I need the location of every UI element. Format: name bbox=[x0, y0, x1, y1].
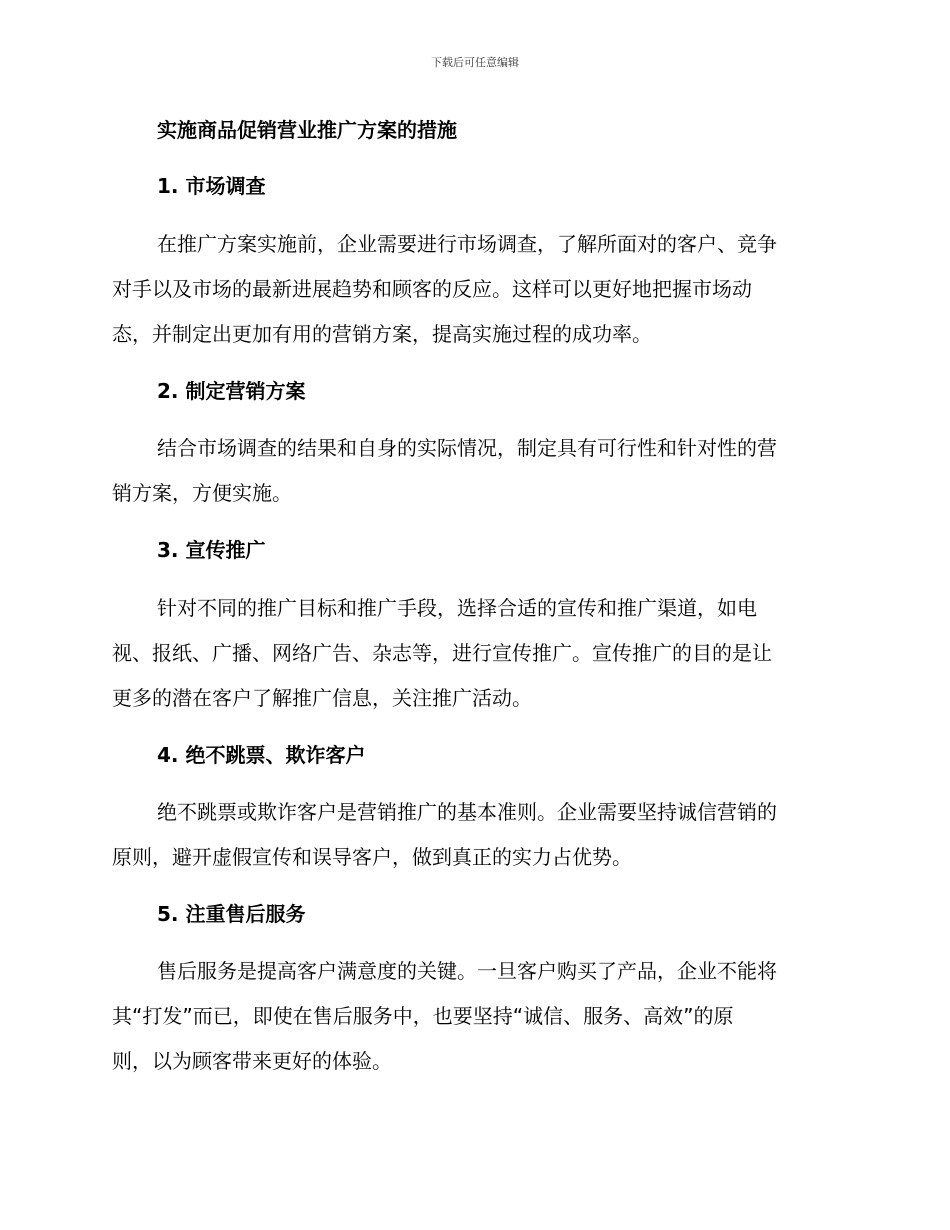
section-heading-4: 4. 绝不跳票、欺诈客户 bbox=[157, 743, 366, 767]
paragraph-2-line-2: 销方案，方便实施。 bbox=[112, 481, 292, 505]
document-title: 实施商品促销营业推广方案的措施 bbox=[157, 118, 457, 142]
paragraph-3-line-2: 视、报纸、广播、网络广告、杂志等，进行宣传推广。宣传推广的目的是让 bbox=[112, 641, 772, 665]
paragraph-1-line-3: 态，并制定出更加有用的营销方案，提高实施过程的成功率。 bbox=[112, 322, 652, 346]
section-heading-3: 3. 宣传推广 bbox=[157, 538, 266, 562]
paragraph-4-line-2: 原则，避开虚假宣传和误导客户，做到真正的实力占优势。 bbox=[112, 845, 632, 869]
paragraph-1-line-1: 在推广方案实施前，企业需要进行市场调查，了解所面对的客户、竞争 bbox=[157, 232, 777, 256]
paragraph-5-line-3: 则，以为顾客带来更好的体验。 bbox=[112, 1049, 392, 1073]
section-heading-2: 2. 制定营销方案 bbox=[157, 379, 306, 403]
section-heading-5: 5. 注重售后服务 bbox=[157, 902, 306, 926]
paragraph-4-line-1: 绝不跳票或欺诈客户是营销推广的基本准则。企业需要坚持诚信营销的 bbox=[157, 800, 777, 824]
paragraph-2-line-1: 结合市场调查的结果和自身的实际情况，制定具有可行性和针对性的营 bbox=[157, 436, 777, 460]
header-note: 下载后可任意编辑 bbox=[431, 56, 519, 69]
paragraph-3-line-3: 更多的潜在客户了解推广信息，关注推广活动。 bbox=[112, 686, 532, 710]
paragraph-5-line-1: 售后服务是提高客户满意度的关键。一旦客户购买了产品，企业不能将 bbox=[157, 959, 777, 983]
paragraph-3-line-1: 针对不同的推广目标和推广手段，选择合适的宣传和推广渠道，如电 bbox=[157, 596, 757, 620]
section-heading-1: 1. 市场调查 bbox=[157, 174, 266, 198]
paragraph-1-line-2: 对手以及市场的最新进展趋势和顾客的反应。这样可以更好地把握市场动 bbox=[112, 277, 752, 301]
paragraph-5-line-2: 其“打发”而已，即使在售后服务中，也要坚持“诚信、服务、高效”的原 bbox=[112, 1004, 734, 1028]
